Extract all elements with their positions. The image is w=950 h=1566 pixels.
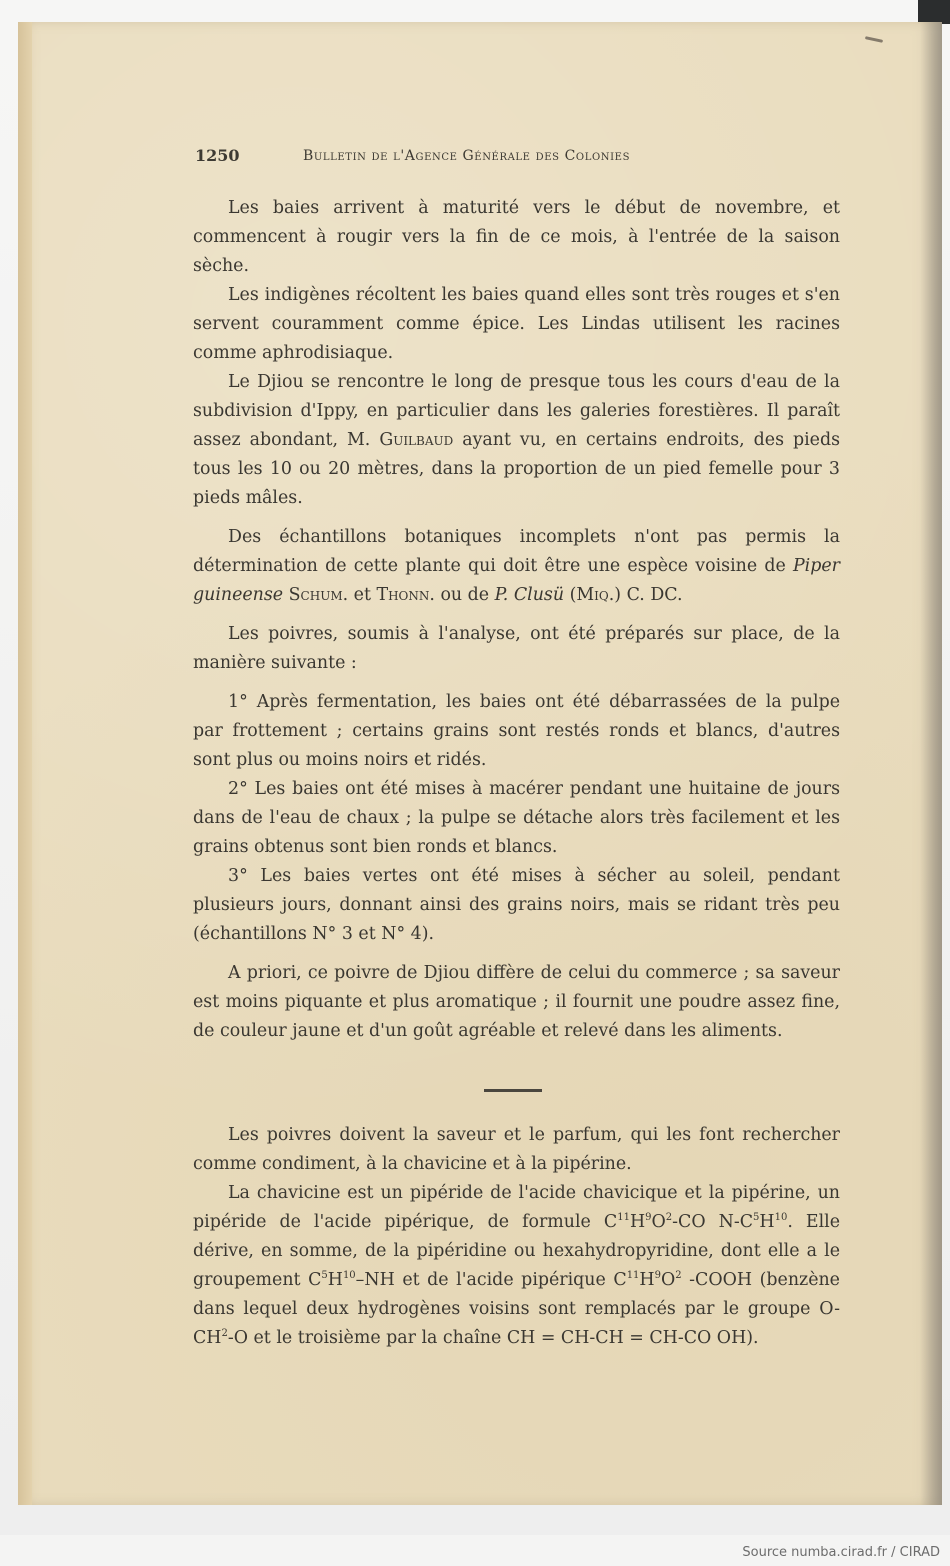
body-section-2 xyxy=(193,1121,840,1353)
paragraph-harvest: Les indigènes récoltent les baies quand elles sont très rouges et s'en servent couramment comme épice. Les Lindas utilisent les racines comme aphrodisiaque. xyxy=(193,285,840,363)
paragraph-conclusion: A priori, ce poivre de Djiou diffère de celui du commerce ; sa saveur est moins piquante et plus aromatique ; il fournit une poudre assez fine, de couleur jaune et d'un goût agréable et relevé dans les aliments. xyxy=(193,963,840,1041)
species-name: Piper guineense xyxy=(193,556,840,605)
body-section-1 xyxy=(193,194,840,1046)
step-1: 1° Après fermentation, les baies ont été débarrassées de la pulpe par frottement ; certains grains sont restés ronds et blancs, d'autres sont plus ou moins noirs et ridés. xyxy=(193,692,840,770)
paragraph-maturity: Les baies arrivent à maturité vers le début de novembre, et commencent à rougir vers la fin de ce mois, à l'entrée de la saison sèche. xyxy=(193,198,840,276)
paragraph-determination: Des échantillons botaniques incomplets n'ont pas permis la détermination de cette plante qui doit être une espèce voisine de Piper guineense Schum. et Thonn. ou de P. Clusü (Miq.) C. DC. xyxy=(193,527,840,605)
step-2: 2° Les baies ont été mises à macérer pendant une huitaine de jours dans de l'eau de chaux ; la pulpe se détache alors très facilement et les grains obtenus sont bien ronds et blancs. xyxy=(193,779,840,857)
step-3: 3° Les baies vertes ont été mises à sécher au soleil, pendant plusieurs jours, donnant ainsi des grains noirs, mais se ridant très peu (échantillons N° 3 et N° 4). xyxy=(193,866,840,944)
paragraph-flavor: Les poivres doivent la saveur et le parfum, qui les font rechercher comme condiment, à la chavicine et à la pipérine. xyxy=(193,1125,840,1174)
page-gutter-shadow xyxy=(920,22,942,1505)
paragraph-chemistry: La chavicine est un pipéride de l'acide chavicique et la pipérine, un pipéride de l'acide pipérique, de formule $C^{11}H^9O^2-CO$ $N-C^5H^{10}$. Elle dérive, en somme, de la pipéridine ou hexahydropyridine, dont elle a le groupement $C^5H^{10}-NH$ et de l'acide pipérique $C^{11}H^9O^2$ -COOH (benzène dans lequel deux hydrogènes voisins sont remplacés par le groupe $O-CH^2-O$ et le troisième par la chaîne CH = CH-CH = CH-CO OH). xyxy=(193,1183,840,1348)
page-binding-edge xyxy=(18,22,32,1505)
source-credit: Source numba.cirad.fr / CIRAD xyxy=(742,1545,940,1560)
species-name: P. Clusü xyxy=(494,585,565,605)
section-divider xyxy=(484,1089,542,1092)
page-number: 1250 xyxy=(195,146,240,165)
adjacent-page-edge xyxy=(918,0,950,24)
author-name: Guilbaud xyxy=(379,430,454,450)
journal-title: Bulletin de l'Agence Générale des Colonies xyxy=(303,148,631,164)
paragraph-habitat: Le Djiou se rencontre le long de presque tous les cours d'eau de la subdivision d'Ippy, en particulier dans les galeries forestières. Il paraît assez abondant, M. Guilbaud ayant vu, en certains endroits, des pieds tous les 10 ou 20 mètres, dans la proportion de un pied femelle pour 3 pieds mâles. xyxy=(193,372,841,508)
paragraph-preparation-intro: Les poivres, soumis à l'analyse, ont été préparés sur place, de la manière suivante : xyxy=(193,624,840,673)
